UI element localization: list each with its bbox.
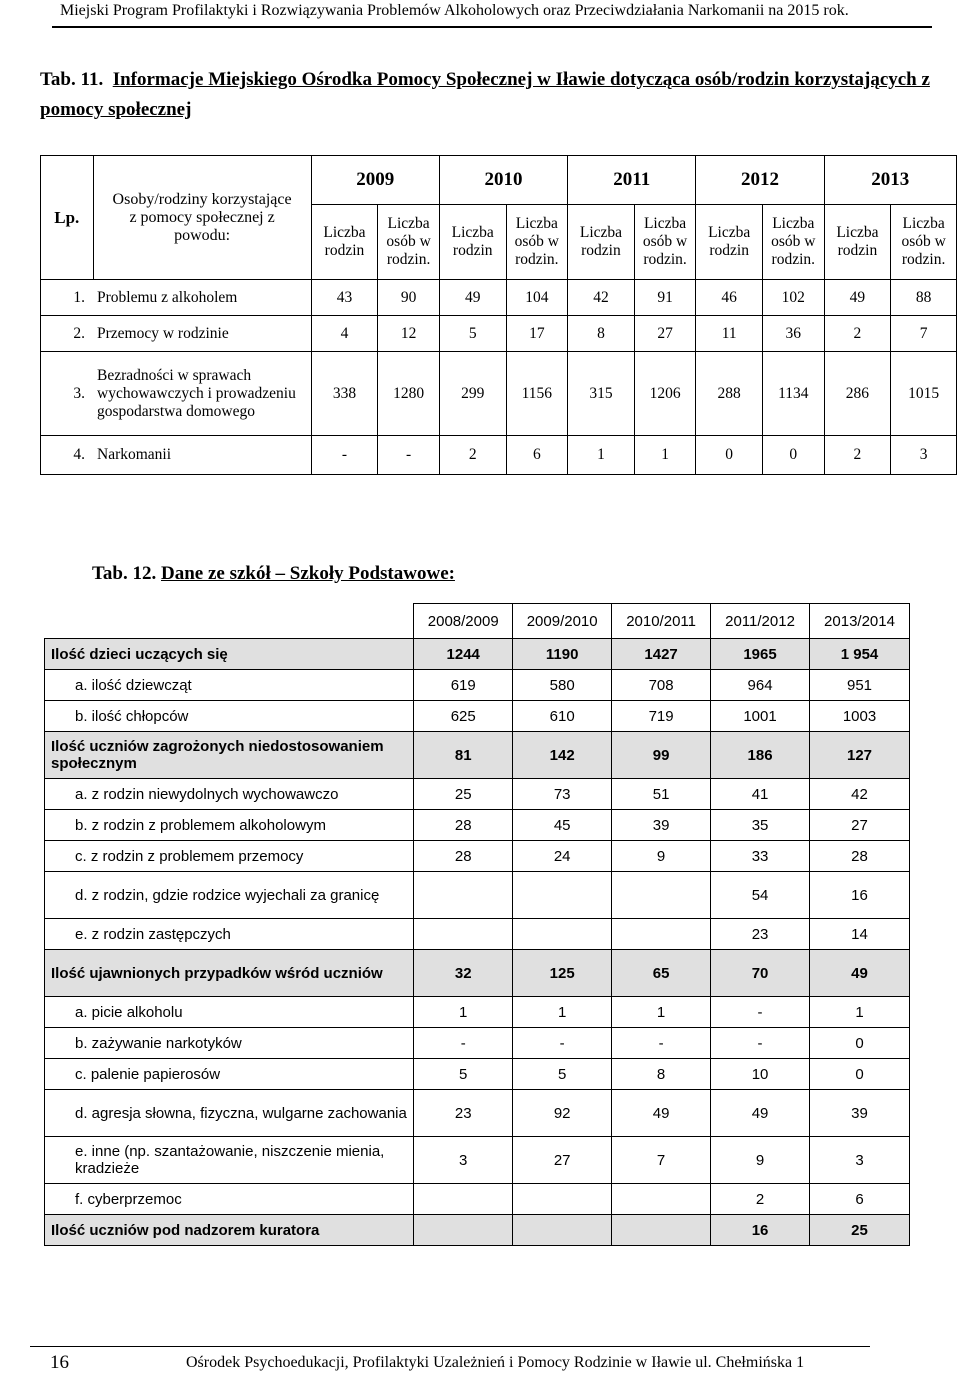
tab11-cell: 42 — [568, 280, 635, 316]
tab11-sub-rodzin: Liczba rodzin — [824, 205, 891, 280]
tab12-row-label: Ilość uczniów zagrożonych niedostosowaniem społecznym — [45, 732, 414, 779]
tab12-row — [45, 841, 910, 872]
tab12-cell: 0 — [810, 1028, 910, 1059]
tab11-cell: 102 — [763, 280, 825, 316]
tab12-cell: 1 — [414, 997, 513, 1028]
tab11-sub-rodzin: Liczba rodzin — [439, 205, 506, 280]
tab12-row — [45, 779, 910, 810]
tab12-cell: 625 — [414, 701, 513, 732]
tab12-cell: 1 954 — [810, 639, 910, 670]
tab11-sub-rodzin: Liczba rodzin — [696, 205, 763, 280]
tab12-cell: 1427 — [612, 639, 711, 670]
tab11-row — [41, 280, 957, 316]
tab11-row-reason: Bezradności w sprawach wychowawczych i prowadzeniu gospodarstwa domowego — [93, 352, 311, 436]
tab12-cell: 28 — [414, 841, 513, 872]
tab12-row-label: f. cyberprzemoc — [45, 1184, 414, 1215]
tab11-cell: 6 — [506, 436, 568, 475]
tab11-cell: 90 — [378, 280, 440, 316]
tab11-caption-text: Informacje Miejskiego Ośrodka Pomocy Społecznej w Iławie dotycząca osób/rodzin korzystających z pomocy społecznej — [40, 69, 930, 120]
tab12-cell: 580 — [513, 670, 612, 701]
tab11-cell: 49 — [439, 280, 506, 316]
tab12-cell: 28 — [810, 841, 910, 872]
tab11-cell: - — [311, 436, 378, 475]
tab11-col-lp: Lp. — [41, 156, 94, 280]
tab12-cell: 27 — [810, 810, 910, 841]
tab11-cell: 46 — [696, 280, 763, 316]
tab12-cell — [612, 872, 711, 919]
tab11-cell: 2 — [824, 436, 891, 475]
tab12-cell: 6 — [810, 1184, 910, 1215]
tab12-row-label: e. z rodzin zastępczych — [45, 919, 414, 950]
tab12-row-label: b. z rodzin z problemem alkoholowym — [45, 810, 414, 841]
tab11-cell: 3 — [891, 436, 957, 475]
tab12-caption-text: Dane ze szkół – Szkoły Podstawowe: — [161, 563, 455, 584]
tab11-cell: 17 — [506, 316, 568, 352]
tab12-row-label: Ilość dzieci uczących się — [45, 639, 414, 670]
tab11-cell: 1156 — [506, 352, 568, 436]
tab12-row-label: e. inne (np. szantażowanie, niszczenie mienia, kradzieże — [45, 1137, 414, 1184]
tab11-cell: 104 — [506, 280, 568, 316]
tab12-row — [45, 1137, 910, 1184]
tab11-cell: 27 — [634, 316, 696, 352]
tab11-cell: 1280 — [378, 352, 440, 436]
tab12-row-label: c. z rodzin z problemem przemocy — [45, 841, 414, 872]
tab12-row-label: Ilość uczniów pod nadzorem kuratora — [45, 1215, 414, 1246]
tab12-year: 2011/2012 — [711, 604, 810, 639]
tab12-cell: 1001 — [711, 701, 810, 732]
tab12-cell: 619 — [414, 670, 513, 701]
tab11-cell: 91 — [634, 280, 696, 316]
tab12-cell: 186 — [711, 732, 810, 779]
tab11-cell: 8 — [568, 316, 635, 352]
tab11-sub-rodzin: Liczba rodzin — [311, 205, 378, 280]
tab12-row-label: a. z rodzin niewydolnych wychowawczo — [45, 779, 414, 810]
tab12-cell: 49 — [711, 1090, 810, 1137]
tab12-row — [45, 1184, 910, 1215]
tab12-cell: 8 — [612, 1059, 711, 1090]
tab11-cell: 12 — [378, 316, 440, 352]
header-rule — [52, 26, 932, 28]
tab12-row — [45, 997, 910, 1028]
tab12-cell: 610 — [513, 701, 612, 732]
tab12-row — [45, 950, 910, 997]
tab11-cell: 1134 — [763, 352, 825, 436]
tab11-cell: 5 — [439, 316, 506, 352]
tab12-cell: 73 — [513, 779, 612, 810]
tab11-table — [40, 155, 957, 475]
tab12-cell: 23 — [414, 1090, 513, 1137]
tab11-cell: 36 — [763, 316, 825, 352]
tab11-row — [41, 316, 957, 352]
tab12-cell: - — [414, 1028, 513, 1059]
tab12-cell — [513, 919, 612, 950]
tab12-cell: 125 — [513, 950, 612, 997]
tab11-cell: 4 — [311, 316, 378, 352]
tab11-cell: 88 — [891, 280, 957, 316]
tab12-cell: - — [711, 997, 810, 1028]
tab12-year: 2009/2010 — [513, 604, 612, 639]
tab12-row — [45, 670, 910, 701]
tab11-sub-osob: Liczba osób w rodzin. — [378, 205, 440, 280]
tab11-row-reason: Przemocy w rodzinie — [93, 316, 311, 352]
tab12-year: 2010/2011 — [612, 604, 711, 639]
tab12-row — [45, 732, 910, 779]
tab12-cell: 65 — [612, 950, 711, 997]
tab12-cell: - — [711, 1028, 810, 1059]
tab11-cell: 0 — [763, 436, 825, 475]
tab12-cell: 1003 — [810, 701, 910, 732]
tab12-cell — [612, 1184, 711, 1215]
tab11-cell: 1 — [634, 436, 696, 475]
tab12-cell: 49 — [810, 950, 910, 997]
tab11-cell: 49 — [824, 280, 891, 316]
tab12-cell: 81 — [414, 732, 513, 779]
tab12-cell: 3 — [414, 1137, 513, 1184]
tab11-row-reason: Narkomanii — [93, 436, 311, 475]
tab11-row-lp: 2. — [41, 316, 94, 352]
tab12-cell: 16 — [711, 1215, 810, 1246]
tab12-cell: 5 — [513, 1059, 612, 1090]
tab12-row — [45, 1215, 910, 1246]
tab11-cell: 1 — [568, 436, 635, 475]
tab12-cell — [414, 872, 513, 919]
tab12-year: 2013/2014 — [810, 604, 910, 639]
tab12-cell — [414, 1215, 513, 1246]
tab12-cell: 49 — [612, 1090, 711, 1137]
tab11-year-2011: 2011 — [568, 156, 696, 205]
tab12-corner — [45, 604, 414, 639]
tab12-cell: 1190 — [513, 639, 612, 670]
tab12-row — [45, 872, 910, 919]
tab12-row — [45, 701, 910, 732]
tab11-row — [41, 352, 957, 436]
tab11-year-2013: 2013 — [824, 156, 956, 205]
tab11-cell: 0 — [696, 436, 763, 475]
tab12-cell: - — [513, 1028, 612, 1059]
tab12-cell: 28 — [414, 810, 513, 841]
tab12-cell — [513, 872, 612, 919]
tab12-cell: 99 — [612, 732, 711, 779]
tab12-cell — [513, 1215, 612, 1246]
tab12-cell — [414, 919, 513, 950]
tab12-row-label: b. ilość chłopców — [45, 701, 414, 732]
tab12-row-label: a. ilość dziewcząt — [45, 670, 414, 701]
tab12-cell: 39 — [810, 1090, 910, 1137]
tab12-cell: 70 — [711, 950, 810, 997]
tab12-cell: 7 — [612, 1137, 711, 1184]
tab11-cell: 338 — [311, 352, 378, 436]
tab11-row-lp: 4. — [41, 436, 94, 475]
tab12-cell: 10 — [711, 1059, 810, 1090]
tab11-cell: 315 — [568, 352, 635, 436]
tab12-cell: 16 — [810, 872, 910, 919]
tab11-row-lp: 1. — [41, 280, 94, 316]
tab11-sub-osob: Liczba osób w rodzin. — [891, 205, 957, 280]
tab12-cell: 41 — [711, 779, 810, 810]
tab11-col-reason: Osoby/rodziny korzystające z pomocy społecznej z powodu: — [93, 156, 311, 280]
page-number: 16 — [50, 1352, 69, 1373]
tab12-cell: 27 — [513, 1137, 612, 1184]
tab11-cell: 7 — [891, 316, 957, 352]
tab12-cell: 142 — [513, 732, 612, 779]
tab11-cell: 2 — [439, 436, 506, 475]
tab12-cell: 964 — [711, 670, 810, 701]
tab12-cell: 127 — [810, 732, 910, 779]
tab12-cell — [414, 1184, 513, 1215]
tab11-sub-osob: Liczba osób w rodzin. — [763, 205, 825, 280]
tab12-cell: 1 — [513, 997, 612, 1028]
tab12-cell: 24 — [513, 841, 612, 872]
tab12-cell: - — [612, 1028, 711, 1059]
tab12-cell: 32 — [414, 950, 513, 997]
tab12-row — [45, 1028, 910, 1059]
tab12-row-label: d. z rodzin, gdzie rodzice wyjechali za granicę — [45, 872, 414, 919]
tab11-year-2009: 2009 — [311, 156, 439, 205]
tab12-cell: 54 — [711, 872, 810, 919]
footer-rule — [30, 1346, 870, 1347]
tab12-cell: 42 — [810, 779, 910, 810]
tab12-year: 2008/2009 — [414, 604, 513, 639]
tab12-cell: 719 — [612, 701, 711, 732]
tab12-cell: 708 — [612, 670, 711, 701]
tab11-sub-osob: Liczba osób w rodzin. — [506, 205, 568, 280]
tab12-row — [45, 1090, 910, 1137]
tab12-cell: 35 — [711, 810, 810, 841]
tab12-cell — [612, 1215, 711, 1246]
tab11-cell: 1206 — [634, 352, 696, 436]
tab12-cell: 0 — [810, 1059, 910, 1090]
tab12-row — [45, 1059, 910, 1090]
footer-text: Ośrodek Psychoedukacji, Profilaktyki Uzależnień i Pomocy Rodzinie w Iławie ul. Chełmińska 1 — [186, 1354, 805, 1371]
tab12-cell: 9 — [711, 1137, 810, 1184]
tab11-cell: 43 — [311, 280, 378, 316]
tab12-table — [44, 603, 910, 1246]
tab12-label: Tab. 12. — [92, 563, 157, 584]
tab11-cell: 2 — [824, 316, 891, 352]
tab12-cell: 3 — [810, 1137, 910, 1184]
tab12-row — [45, 639, 910, 670]
tab11-row-reason: Problemu z alkoholem — [93, 280, 311, 316]
tab12-cell: 2 — [711, 1184, 810, 1215]
tab11-sub-rodzin: Liczba rodzin — [568, 205, 635, 280]
tab12-row — [45, 810, 910, 841]
tab12-row-label: a. picie alkoholu — [45, 997, 414, 1028]
tab12-cell: 5 — [414, 1059, 513, 1090]
tab11-year-2010: 2010 — [439, 156, 567, 205]
tab12-row-label: c. palenie papierosów — [45, 1059, 414, 1090]
page-header-title: Miejski Program Profilaktyki i Rozwiązywania Problemów Alkoholowych oraz Przeciwdziałania Narkomanii na 2015 rok. — [60, 2, 849, 19]
tab12-cell: 33 — [711, 841, 810, 872]
tab12-cell: 39 — [612, 810, 711, 841]
tab12-cell: 1244 — [414, 639, 513, 670]
tab12-cell: 1 — [612, 997, 711, 1028]
tab12-cell: 51 — [612, 779, 711, 810]
tab12-caption — [92, 563, 455, 585]
tab12-cell: 45 — [513, 810, 612, 841]
tab12-cell: 25 — [414, 779, 513, 810]
tab12-cell: 23 — [711, 919, 810, 950]
tab11-cell: 288 — [696, 352, 763, 436]
tab11-caption — [40, 65, 940, 125]
tab12-cell — [513, 1184, 612, 1215]
tab11-row — [41, 436, 957, 475]
tab12-cell: 951 — [810, 670, 910, 701]
tab12-row-label: d. agresja słowna, fizyczna, wulgarne zachowania — [45, 1090, 414, 1137]
tab11-cell: 11 — [696, 316, 763, 352]
tab11-cell: - — [378, 436, 440, 475]
tab11-cell: 1015 — [891, 352, 957, 436]
tab11-sub-osob: Liczba osób w rodzin. — [634, 205, 696, 280]
tab11-cell: 286 — [824, 352, 891, 436]
tab12-cell: 14 — [810, 919, 910, 950]
tab12-cell: 25 — [810, 1215, 910, 1246]
tab12-cell: 1 — [810, 997, 910, 1028]
tab12-cell — [612, 919, 711, 950]
tab12-cell: 92 — [513, 1090, 612, 1137]
tab12-row — [45, 919, 910, 950]
tab11-cell: 299 — [439, 352, 506, 436]
tab12-row-label: b. zażywanie narkotyków — [45, 1028, 414, 1059]
tab12-cell: 1965 — [711, 639, 810, 670]
tab11-label: Tab. 11. — [40, 69, 104, 90]
tab11-row-lp: 3. — [41, 352, 94, 436]
tab12-cell: 9 — [612, 841, 711, 872]
tab11-year-2012: 2012 — [696, 156, 824, 205]
tab12-row-label: Ilość ujawnionych przypadków wśród uczniów — [45, 950, 414, 997]
